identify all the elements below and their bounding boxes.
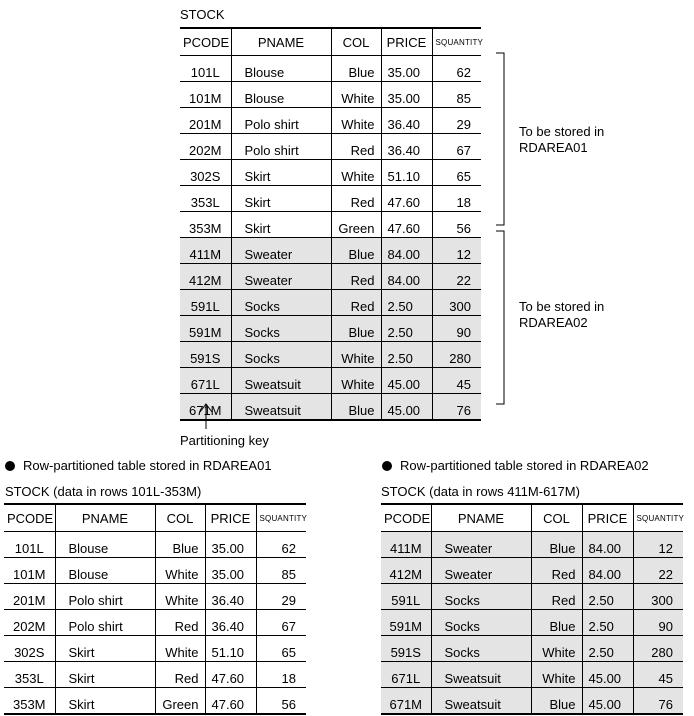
cell-squantity: 12: [432, 238, 481, 264]
cell-col: White: [155, 584, 205, 610]
cell-pname: Sweatsuit: [231, 394, 331, 421]
cell-price: 35.00: [381, 82, 432, 108]
cell-price: 36.40: [381, 134, 432, 160]
cell-col: Green: [331, 212, 381, 238]
cell-pcode: 671L: [381, 662, 431, 688]
table-row: [4, 558, 306, 584]
cell-pname: Skirt: [231, 186, 331, 212]
table-row: [381, 662, 683, 688]
table-row: [381, 688, 683, 715]
cell-col: Green: [155, 688, 205, 715]
cell-squantity: 45: [633, 662, 683, 688]
table-header-row: [180, 28, 481, 56]
right-partition-heading-text: Row-partitioned table stored in RDAREA02: [400, 458, 649, 473]
cell-pcode: 353L: [180, 186, 231, 212]
cell-squantity: 56: [256, 688, 306, 715]
cell-col: Blue: [531, 688, 582, 715]
rdarea02-bracket: [496, 231, 504, 404]
cell-col: White: [331, 160, 381, 186]
cell-squantity: 18: [256, 662, 306, 688]
cell-col: White: [155, 558, 205, 584]
table-row: [4, 584, 306, 610]
cell-squantity: 280: [432, 342, 481, 368]
right-partition-caption: STOCK (data in rows 411M-617M): [381, 484, 580, 499]
table-row: [180, 212, 481, 238]
cell-pname: Sweater: [231, 238, 331, 264]
area-brackets: [494, 50, 514, 410]
table-row: [381, 584, 683, 610]
table-row: [180, 290, 481, 316]
cell-col: Blue: [531, 610, 582, 636]
cell-pcode: 591M: [381, 610, 431, 636]
cell-pname: Blouse: [231, 82, 331, 108]
cell-pcode: 353M: [180, 212, 231, 238]
table-row: [180, 186, 481, 212]
cell-squantity: 67: [432, 134, 481, 160]
cell-pname: Socks: [431, 584, 531, 610]
rdarea02-note: [519, 299, 604, 331]
header-pcode: PCODE: [381, 504, 431, 532]
left-partition-heading: [5, 458, 272, 474]
left-partition-heading-text: Row-partitioned table stored in RDAREA01: [23, 458, 272, 473]
cell-price: 36.40: [205, 584, 256, 610]
header-pname: PNAME: [231, 28, 331, 56]
header-pcode: PCODE: [4, 504, 55, 532]
cell-price: 47.60: [381, 186, 432, 212]
cell-col: Blue: [331, 56, 381, 82]
table-row: [4, 532, 306, 558]
partition-key-arrow: [196, 402, 216, 430]
cell-price: 2.50: [381, 316, 432, 342]
cell-pname: Skirt: [55, 636, 155, 662]
cell-pcode: 591L: [381, 584, 431, 610]
cell-pcode: 101L: [180, 56, 231, 82]
cell-price: 47.60: [205, 662, 256, 688]
cell-price: 84.00: [381, 238, 432, 264]
cell-price: 45.00: [582, 662, 633, 688]
table-row: [180, 160, 481, 186]
cell-pcode: 101M: [180, 82, 231, 108]
header-price: PRICE: [381, 28, 432, 56]
cell-col: Blue: [331, 238, 381, 264]
cell-pcode: 671L: [180, 368, 231, 394]
table-row: [4, 636, 306, 662]
cell-pcode: 201M: [4, 584, 55, 610]
table-row: [381, 532, 683, 558]
cell-squantity: 300: [432, 290, 481, 316]
table-row: [180, 238, 481, 264]
cell-pname: Skirt: [55, 688, 155, 715]
cell-price: 47.60: [205, 688, 256, 715]
cell-pcode: 202M: [4, 610, 55, 636]
cell-pname: Socks: [431, 636, 531, 662]
cell-price: 35.00: [205, 558, 256, 584]
cell-squantity: 29: [256, 584, 306, 610]
table-row: [381, 558, 683, 584]
cell-pname: Skirt: [231, 160, 331, 186]
table-header-row: [381, 504, 683, 532]
bullet-icon: [5, 461, 15, 471]
header-squantity: SQUANTITY: [633, 504, 683, 532]
cell-pcode: 591S: [381, 636, 431, 662]
cell-col: White: [531, 662, 582, 688]
cell-pcode: 201M: [180, 108, 231, 134]
cell-pname: Sweatsuit: [231, 368, 331, 394]
cell-squantity: 62: [432, 56, 481, 82]
cell-pcode: 353L: [4, 662, 55, 688]
cell-pcode: 302S: [180, 160, 231, 186]
cell-pname: Sweatsuit: [431, 662, 531, 688]
header-col: COL: [331, 28, 381, 56]
cell-pname: Sweater: [431, 532, 531, 558]
cell-col: Blue: [331, 316, 381, 342]
cell-pname: Socks: [231, 290, 331, 316]
rdarea01-note-line2: RDAREA01: [519, 140, 588, 155]
rdarea01-note-line1: To be stored in: [519, 124, 605, 139]
right-partition-table: [381, 503, 683, 715]
cell-col: Red: [155, 610, 205, 636]
cell-pname: Blouse: [55, 532, 155, 558]
cell-pcode: 101M: [4, 558, 55, 584]
table-header-row: [4, 504, 306, 532]
header-pname: PNAME: [431, 504, 531, 532]
cell-squantity: 76: [432, 394, 481, 421]
table-row: [180, 82, 481, 108]
cell-squantity: 45: [432, 368, 481, 394]
cell-col: White: [531, 636, 582, 662]
header-col: COL: [155, 504, 205, 532]
cell-price: 2.50: [582, 610, 633, 636]
cell-squantity: 85: [256, 558, 306, 584]
cell-squantity: 67: [256, 610, 306, 636]
cell-col: Red: [331, 290, 381, 316]
cell-pcode: 591S: [180, 342, 231, 368]
cell-price: 45.00: [381, 394, 432, 421]
table-row: [180, 342, 481, 368]
cell-col: Red: [331, 186, 381, 212]
cell-pname: Skirt: [231, 212, 331, 238]
cell-pcode: 671M: [180, 394, 231, 421]
cell-col: Red: [331, 264, 381, 290]
table-row: [4, 662, 306, 688]
cell-price: 84.00: [582, 558, 633, 584]
rdarea01-note: [519, 124, 604, 156]
cell-pname: Sweater: [431, 558, 531, 584]
cell-col: White: [155, 636, 205, 662]
cell-squantity: 65: [432, 160, 481, 186]
cell-pname: Polo shirt: [231, 108, 331, 134]
cell-col: Blue: [155, 532, 205, 558]
cell-squantity: 65: [256, 636, 306, 662]
cell-squantity: 90: [432, 316, 481, 342]
bullet-icon: [382, 461, 392, 471]
cell-price: 2.50: [582, 636, 633, 662]
partition-key-label: Partitioning key: [180, 433, 269, 448]
table-row: [180, 316, 481, 342]
cell-squantity: 22: [432, 264, 481, 290]
cell-col: Red: [331, 134, 381, 160]
cell-squantity: 18: [432, 186, 481, 212]
cell-pcode: 302S: [4, 636, 55, 662]
cell-pname: Skirt: [55, 662, 155, 688]
header-col: COL: [531, 504, 582, 532]
cell-pcode: 591M: [180, 316, 231, 342]
cell-pcode: 412M: [180, 264, 231, 290]
header-pcode: PCODE: [180, 28, 231, 56]
left-partition-table: [4, 503, 306, 715]
cell-pcode: 591L: [180, 290, 231, 316]
cell-squantity: 29: [432, 108, 481, 134]
cell-squantity: 12: [633, 532, 683, 558]
header-price: PRICE: [582, 504, 633, 532]
cell-squantity: 76: [633, 688, 683, 715]
table-row: [381, 610, 683, 636]
table-row: [4, 688, 306, 715]
table-row: [180, 134, 481, 160]
cell-price: 35.00: [381, 56, 432, 82]
cell-price: 84.00: [582, 532, 633, 558]
cell-squantity: 56: [432, 212, 481, 238]
header-price: PRICE: [205, 504, 256, 532]
cell-pname: Blouse: [231, 56, 331, 82]
cell-pcode: 411M: [180, 238, 231, 264]
cell-pname: Polo shirt: [55, 610, 155, 636]
rdarea02-note-line2: RDAREA02: [519, 315, 588, 330]
cell-pname: Blouse: [55, 558, 155, 584]
cell-price: 45.00: [582, 688, 633, 715]
cell-pname: Socks: [231, 342, 331, 368]
rdarea02-note-line1: To be stored in: [519, 299, 605, 314]
table-row: [180, 56, 481, 82]
cell-price: 36.40: [205, 610, 256, 636]
cell-col: White: [331, 82, 381, 108]
cell-pname: Sweater: [231, 264, 331, 290]
cell-pcode: 202M: [180, 134, 231, 160]
table-row: [180, 264, 481, 290]
cell-pname: Socks: [431, 610, 531, 636]
cell-squantity: 85: [432, 82, 481, 108]
cell-col: Red: [155, 662, 205, 688]
cell-pname: Socks: [231, 316, 331, 342]
main-stock-table: [180, 27, 484, 421]
cell-squantity: 300: [633, 584, 683, 610]
table-row: [180, 108, 481, 134]
cell-pname: Polo shirt: [231, 134, 331, 160]
cell-squantity: 280: [633, 636, 683, 662]
header-squantity: SQUANTITY: [256, 504, 306, 532]
cell-col: White: [331, 368, 381, 394]
cell-price: 47.60: [381, 212, 432, 238]
right-partition-heading: [382, 458, 649, 474]
table-row: [381, 636, 683, 662]
cell-price: 2.50: [381, 290, 432, 316]
cell-price: 35.00: [205, 532, 256, 558]
cell-col: Blue: [531, 532, 582, 558]
cell-price: 51.10: [205, 636, 256, 662]
cell-col: White: [331, 342, 381, 368]
cell-squantity: 22: [633, 558, 683, 584]
cell-pcode: 353M: [4, 688, 55, 715]
cell-pcode: 412M: [381, 558, 431, 584]
cell-col: Red: [531, 584, 582, 610]
main-table-title: STOCK: [180, 7, 225, 22]
header-squantity: SQUANTITY: [432, 28, 481, 56]
cell-pcode: 101L: [4, 532, 55, 558]
cell-pcode: 671M: [381, 688, 431, 715]
cell-pname: Sweatsuit: [431, 688, 531, 715]
table-row: [180, 368, 481, 394]
cell-col: Blue: [331, 394, 381, 421]
cell-squantity: 62: [256, 532, 306, 558]
table-row: [4, 610, 306, 636]
cell-price: 36.40: [381, 108, 432, 134]
header-pname: PNAME: [55, 504, 155, 532]
cell-col: Red: [531, 558, 582, 584]
cell-price: 45.00: [381, 368, 432, 394]
rdarea01-bracket: [496, 53, 504, 225]
cell-col: White: [331, 108, 381, 134]
cell-price: 51.10: [381, 160, 432, 186]
cell-price: 2.50: [582, 584, 633, 610]
cell-pname: Polo shirt: [55, 584, 155, 610]
table-row: [180, 394, 481, 421]
left-partition-caption: STOCK (data in rows 101L-353M): [5, 484, 202, 499]
cell-price: 2.50: [381, 342, 432, 368]
cell-pcode: 411M: [381, 532, 431, 558]
cell-squantity: 90: [633, 610, 683, 636]
cell-price: 84.00: [381, 264, 432, 290]
